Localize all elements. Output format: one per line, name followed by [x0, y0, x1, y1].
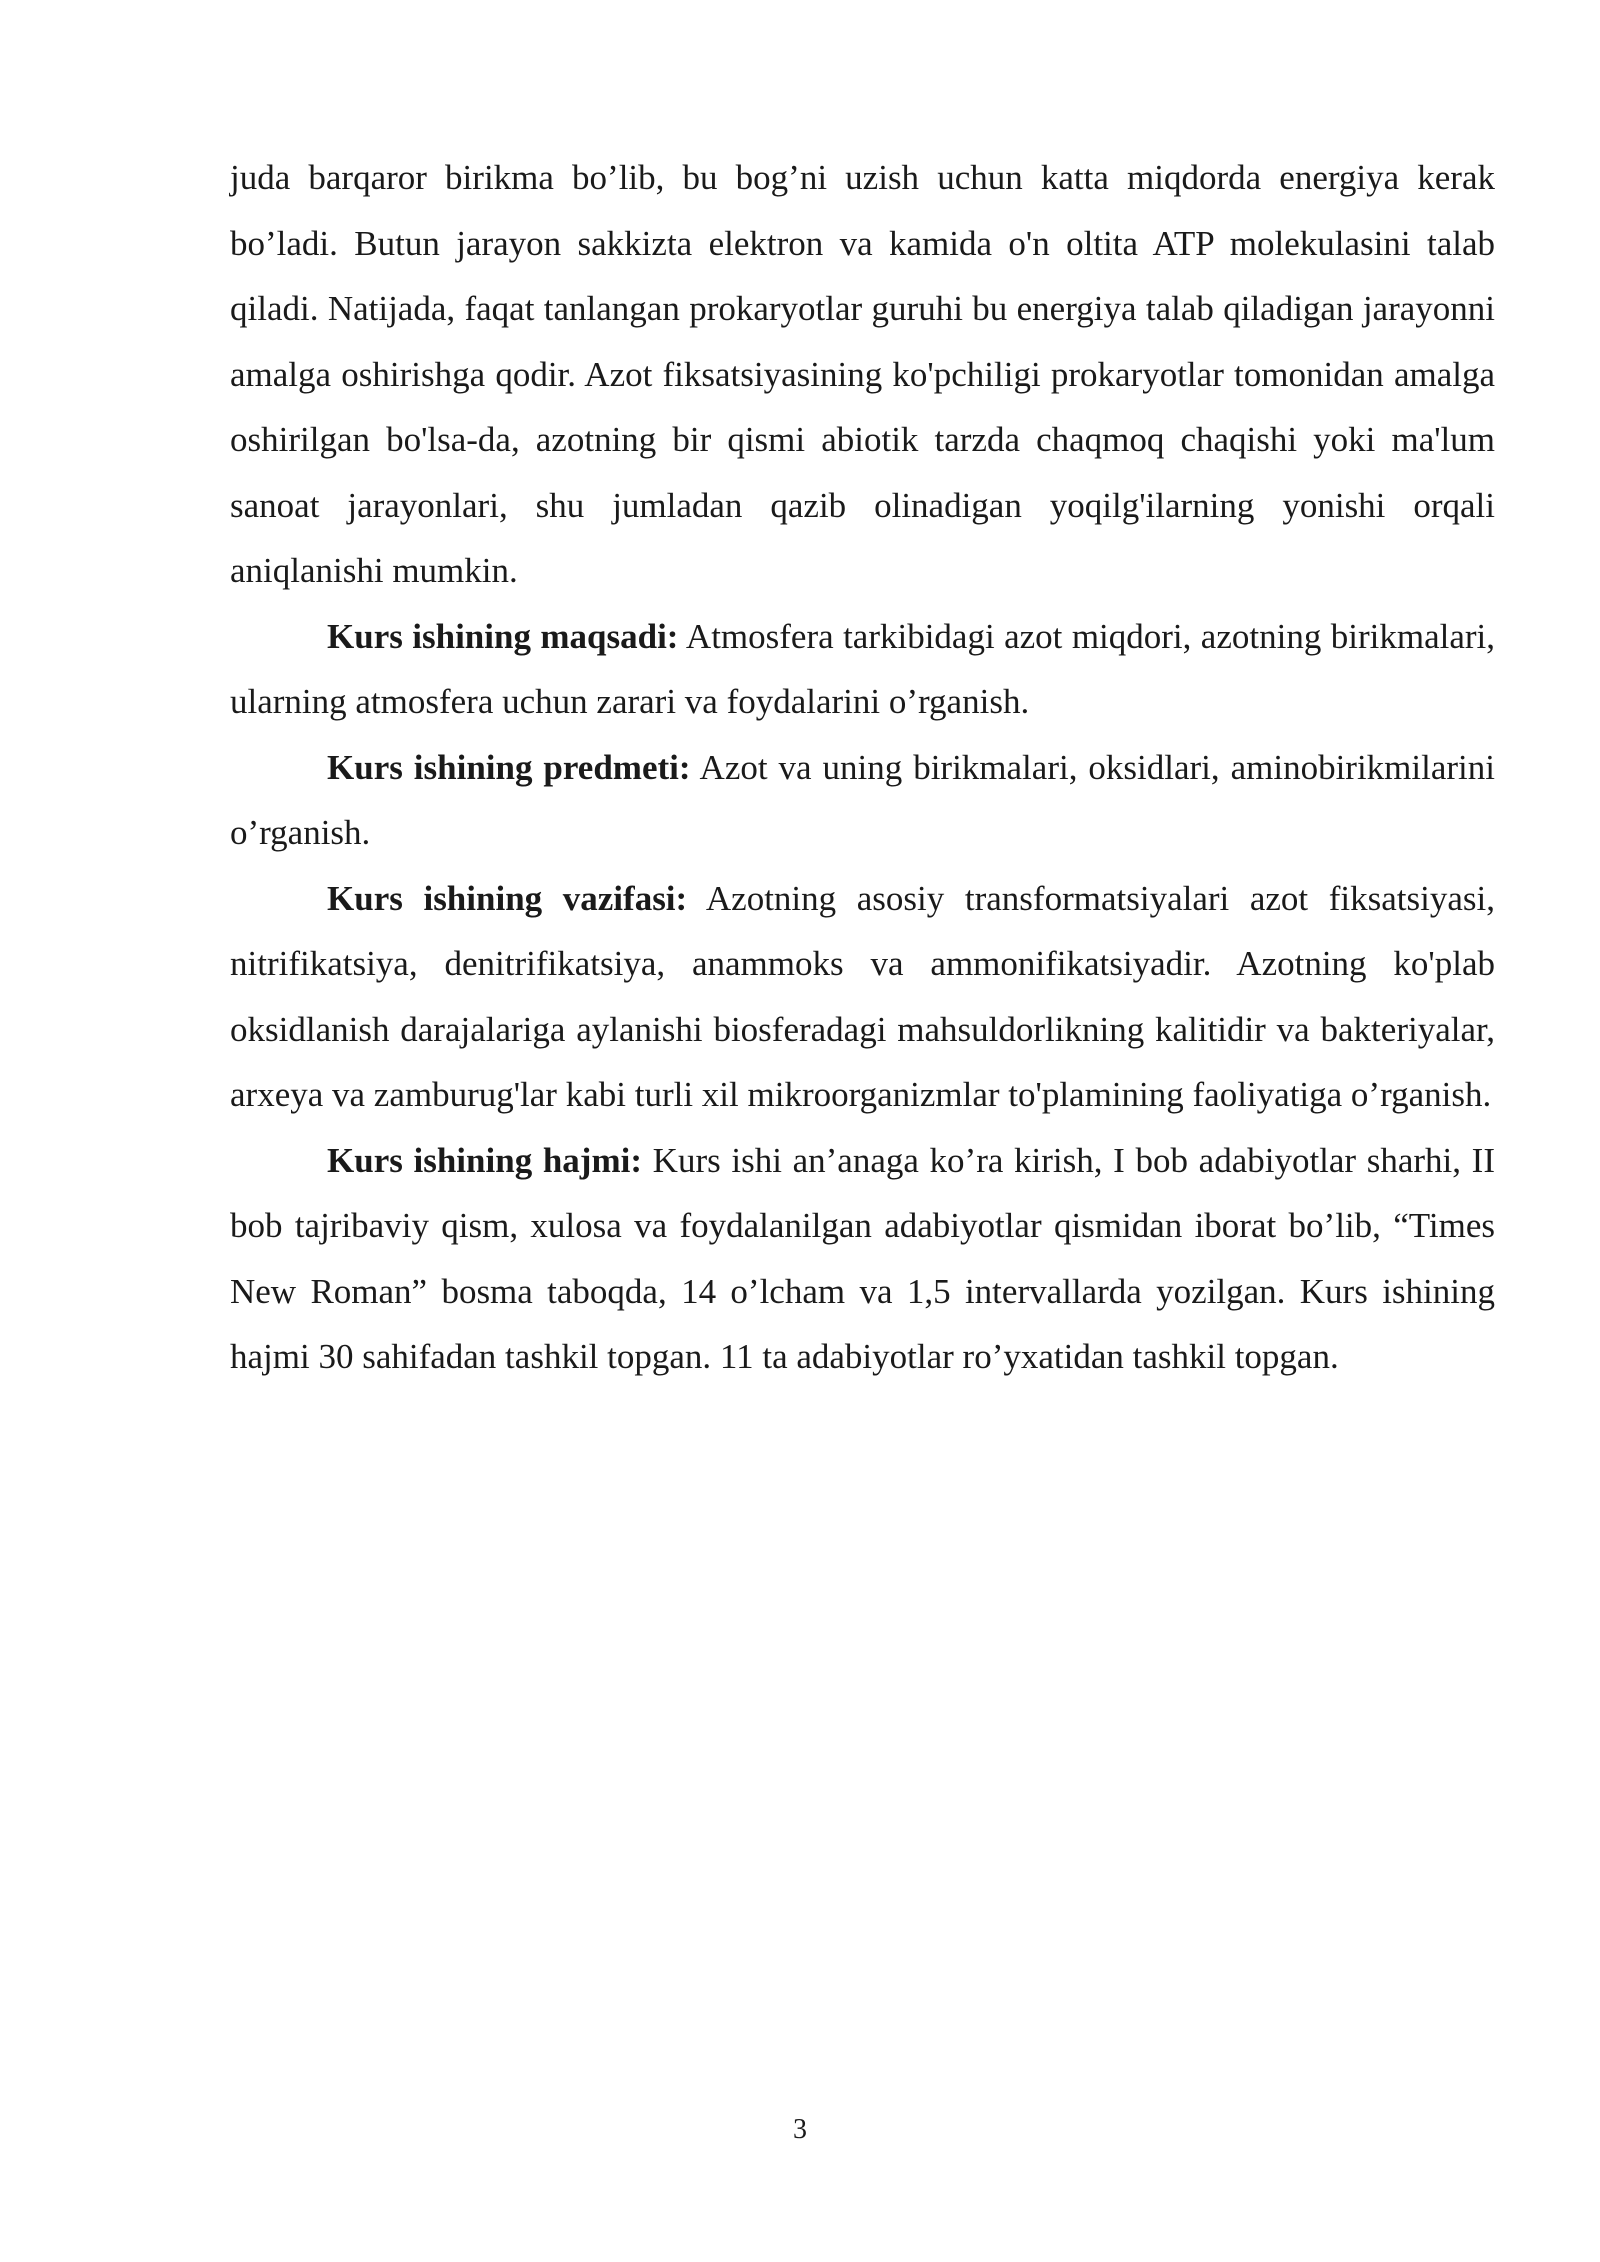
task-heading: Kurs ishining vazifasi: [327, 878, 688, 918]
volume-text: Kurs ishi an’anaga ko’ra kirish, I bob adabiyotlar sharhi, II bob tajribaviy qism, xulosa va foydalanilgan adabiyotlar qismidan iborat bo’lib, “Times New Roman” bosma taboqda, 14 o’lcham va 1,5 intervallarda yozilgan. Kurs ishining hajmi 30 sahifadan tashkil topgan. 11 ta adabiyotlar ro’yxatidan tashkil topgan. [230, 1140, 1495, 1376]
page-number: 3 [793, 2114, 807, 2145]
paragraph-subject [230, 735, 1495, 866]
subject-text: Azot va uning birikmalari, oksidlari, aminobirikmilarini o’rganish. [230, 747, 1495, 852]
paragraph-text: juda barqaror birikma bo’lib, bu bog’ni uzish uchun katta miqdorda energiya kerak bo’ladi. Butun jarayon sakkizta elektron va kamida o'n oltita ATP molekulasini talab qiladi. Natijada, faqat tanlangan prokaryotlar guruhi bu energiya talab qiladigan jarayonni amalga oshirishga qodir. Azot fiksatsiyasining ko'pchiligi prokaryotlar tomonidan amalga oshirilgan bo'lsa-da, azotning bir qismi abiotik tarzda chaqmoq chaqishi yoki ma'lum sanoat jarayonlari, shu jumladan qazib olinadigan yoqilg'ilarning yonishi orqali aniqlanishi mumkin. [230, 158, 1495, 590]
subject-heading: Kurs ishining predmeti: [327, 747, 691, 787]
paragraph-continuation [230, 145, 1495, 604]
paragraph-goal [230, 604, 1495, 735]
volume-heading: Kurs ishining hajmi: [327, 1140, 643, 1180]
goal-heading: Kurs ishining maqsadi: [327, 616, 679, 656]
body-text [230, 145, 1495, 1390]
paragraph-task [230, 866, 1495, 1128]
goal-text: Atmosfera tarkibidagi azot miqdori, azotning birikmalari, ularning atmosfera uchun zarari va foydalarini o’rganish. [230, 616, 1495, 721]
paragraph-volume [230, 1128, 1495, 1390]
task-text: Azotning asosiy transformatsiyalari azot fiksatsiyasi, nitrifikatsiya, denitrifikatsiya, anammoks va ammonifikatsiyadir. Azotning ko'plab oksidlanish darajalariga aylanishi biosferadagi mahsuldorlikning kalitidir va bakteriyalar, arxeya va zamburug'lar kabi turli xil mikroorganizmlar to'plamining faoliyatiga o’rganish. [230, 878, 1496, 1114]
